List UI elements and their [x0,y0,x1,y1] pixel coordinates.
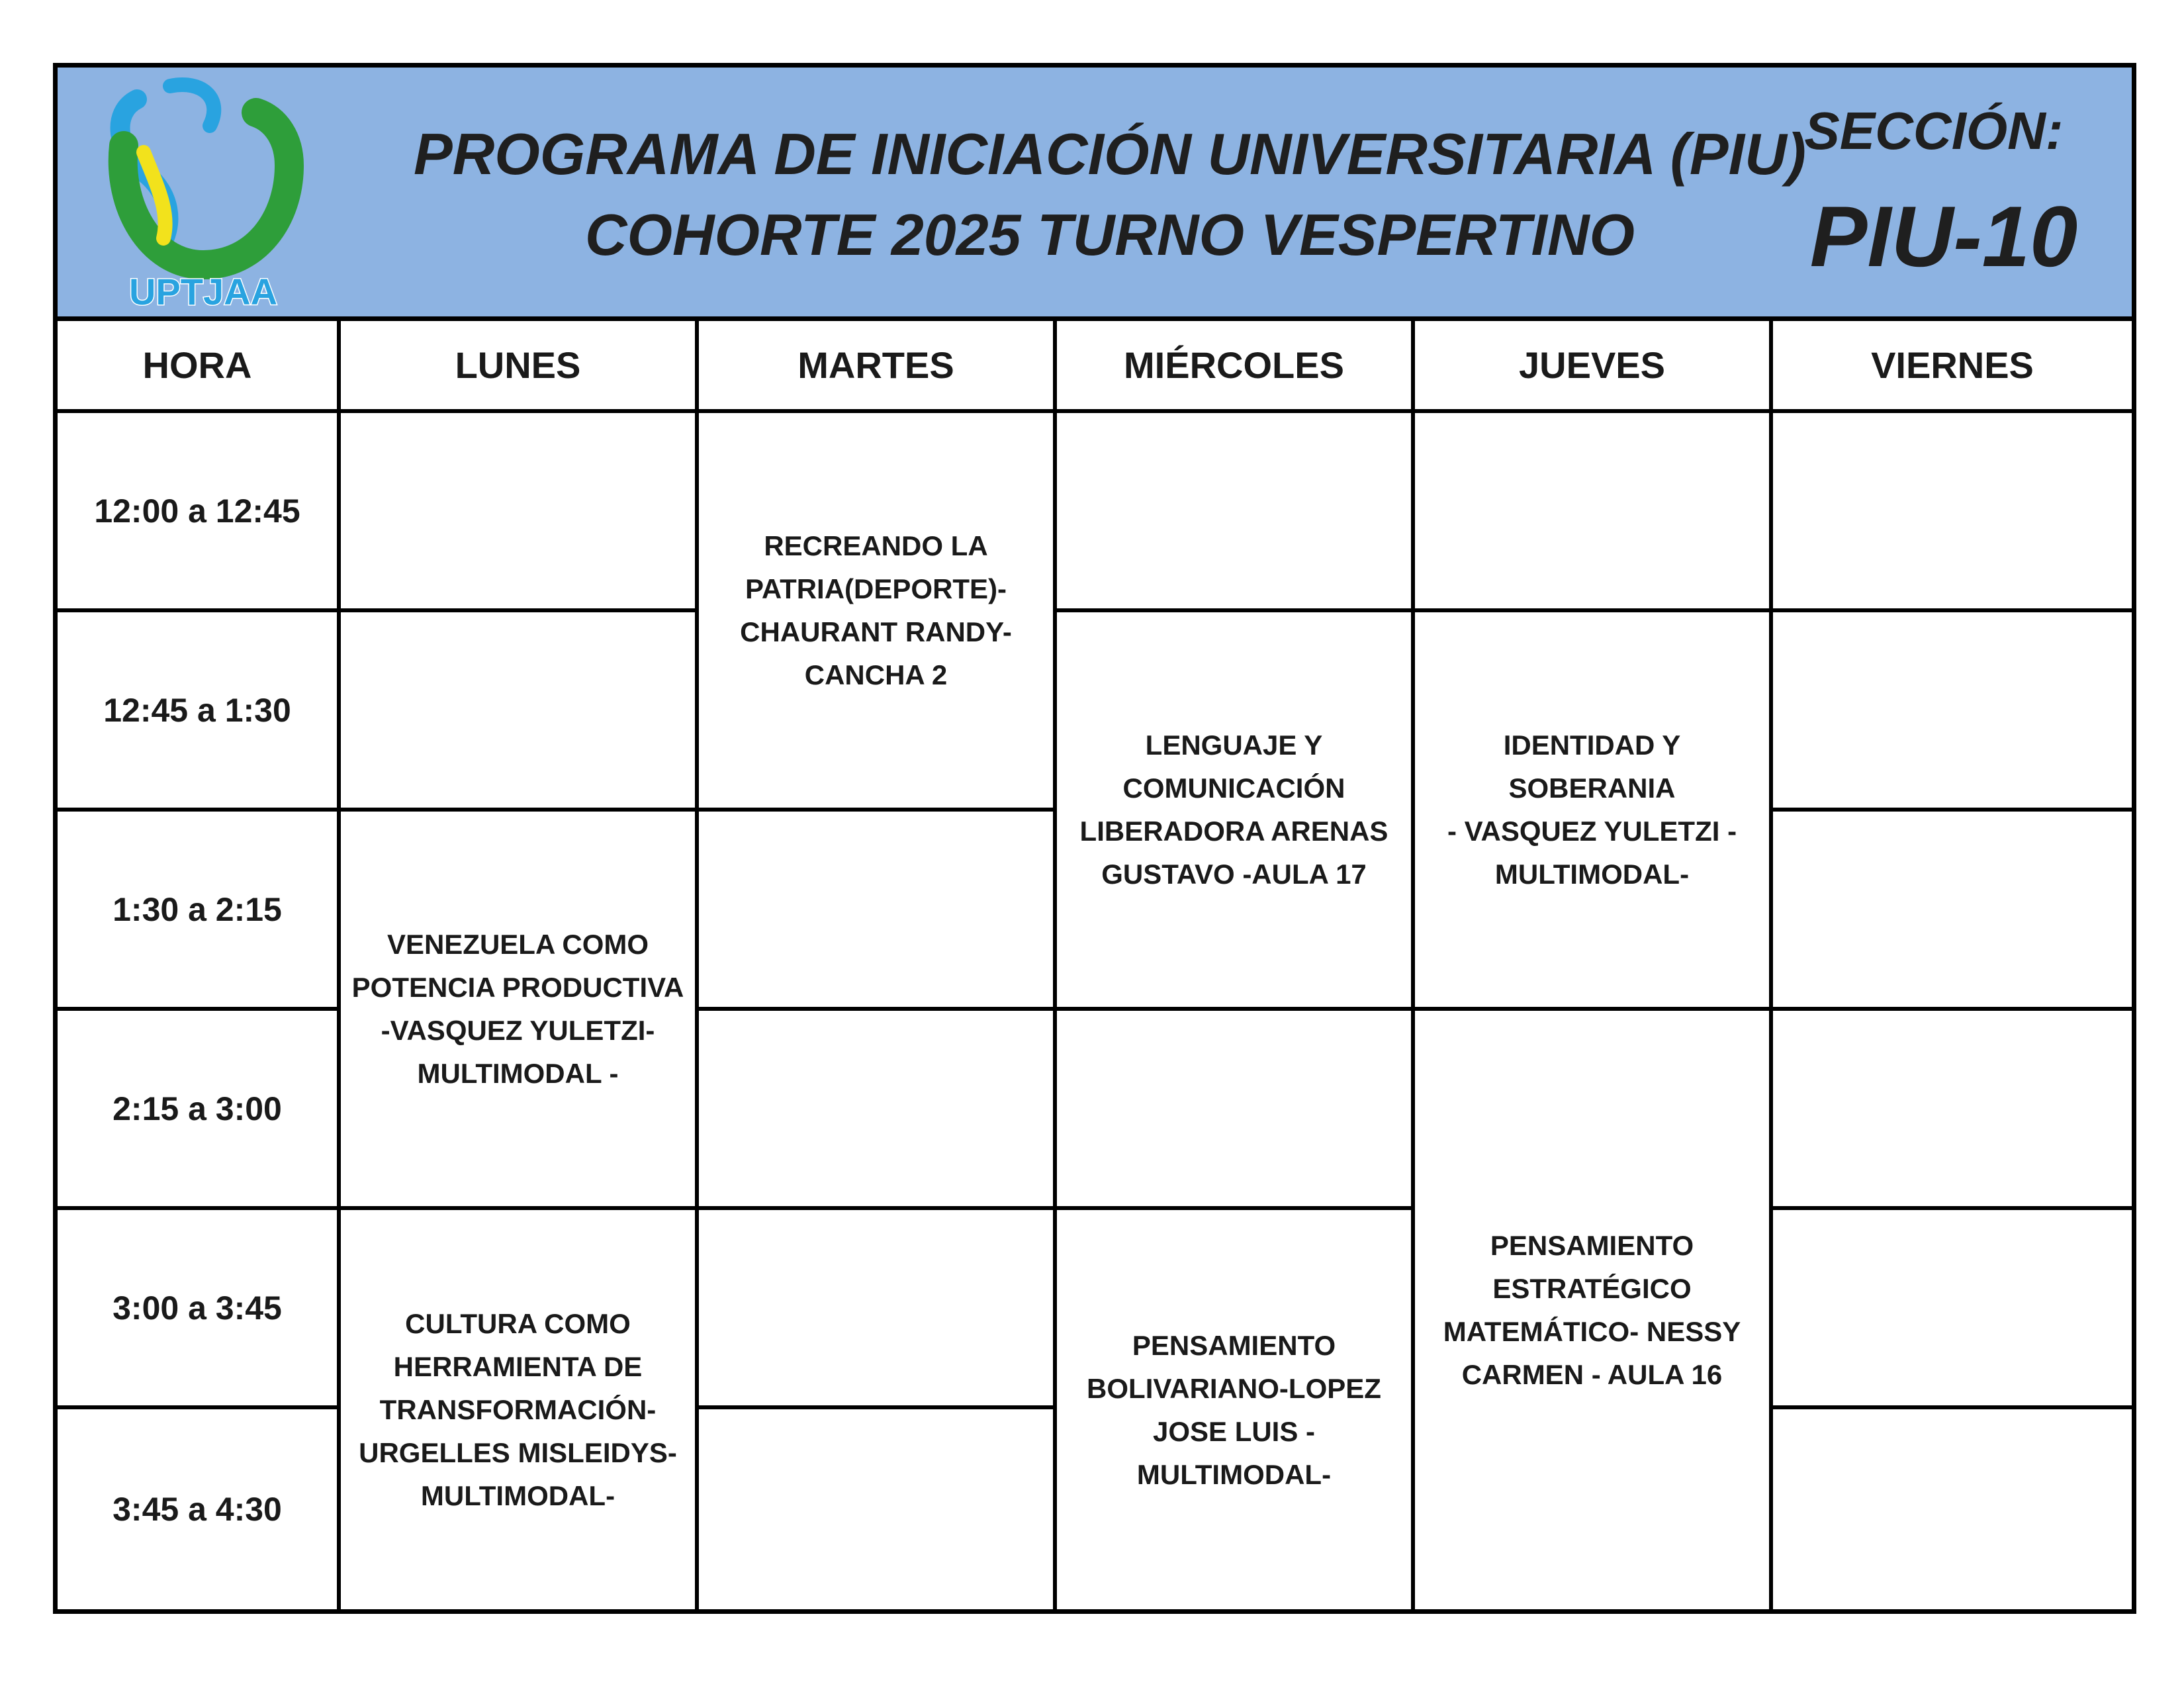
column-header-viernes: VIERNES [1773,321,2132,413]
header-banner [58,68,2132,321]
empty-slot [699,1409,1057,1609]
column-header-jueves: JUEVES [1415,321,1773,413]
class-cultura-transformacion: CULTURA COMO HERRAMIENTA DE TRANSFORMACIÓN- URGELLES MISLEIDYS- MULTIMODAL- [341,1210,699,1609]
empty-slot [699,1011,1057,1210]
time-slot: 12:00 a 12:45 [58,413,341,612]
empty-slot [1057,413,1415,612]
time-slot: 3:45 a 4:30 [58,1409,341,1609]
schedule-grid [58,321,2132,1609]
time-slot: 3:00 a 3:45 [58,1210,341,1409]
schedule-frame [53,63,2136,1614]
empty-slot [699,812,1057,1011]
section-code: PIU-10 [1809,188,2078,285]
empty-slot [1773,413,2132,612]
column-header-martes: MARTES [699,321,1057,413]
logo-text: UPTJAA [128,271,278,312]
class-recreando-la-patria: RECREANDO LA PATRIA(DEPORTE)- CHAURANT RANDY- CANCHA 2 [699,413,1057,812]
uptjaa-logo [97,73,309,318]
class-pensamiento-bolivariano: PENSAMIENTO BOLIVARIANO-LOPEZ JOSE LUIS -MULTIMODAL- [1057,1210,1415,1609]
time-slot: 1:30 a 2:15 [58,812,341,1011]
class-lenguaje-comunicacion: LENGUAJE Y COMUNICACIÓN LIBERADORA ARENAS GUSTAVO -AULA 17 [1057,612,1415,1011]
empty-slot [1415,413,1773,612]
empty-slot [341,413,699,612]
time-slot: 2:15 a 3:00 [58,1011,341,1210]
column-header-miercoles: MIÉRCOLES [1057,321,1415,413]
section-label: SECCIÓN: [1804,101,2064,160]
empty-slot [1773,1210,2132,1409]
class-identidad-soberania: IDENTIDAD Y SOBERANIA - VASQUEZ YULETZI - MULTIMODAL- [1415,612,1773,1011]
empty-slot [699,1210,1057,1409]
empty-slot [341,612,699,812]
column-header-hora: HORA [58,321,341,413]
empty-slot [1773,1011,2132,1210]
empty-slot [1773,1409,2132,1609]
time-slot: 12:45 a 1:30 [58,612,341,812]
page-title [316,114,1904,275]
class-venezuela-potencia-productiva: VENEZUELA COMO POTENCIA PRODUCTIVA -VASQUEZ YULETZI- MULTIMODAL - [341,812,699,1210]
title-line-1: PROGRAMA DE INICIACIÓN UNIVERSITARIA (PIU) [414,121,1806,187]
empty-slot [1773,812,2132,1011]
empty-slot [1057,1011,1415,1210]
class-pensamiento-estrategico-matematico: PENSAMIENTO ESTRATÉGICO MATEMÁTICO- NESSY CARMEN - AULA 16 [1415,1011,1773,1609]
column-header-lunes: LUNES [341,321,699,413]
title-line-2: COHORTE 2025 TURNO VESPERTINO [584,202,1635,267]
empty-slot [1773,612,2132,812]
